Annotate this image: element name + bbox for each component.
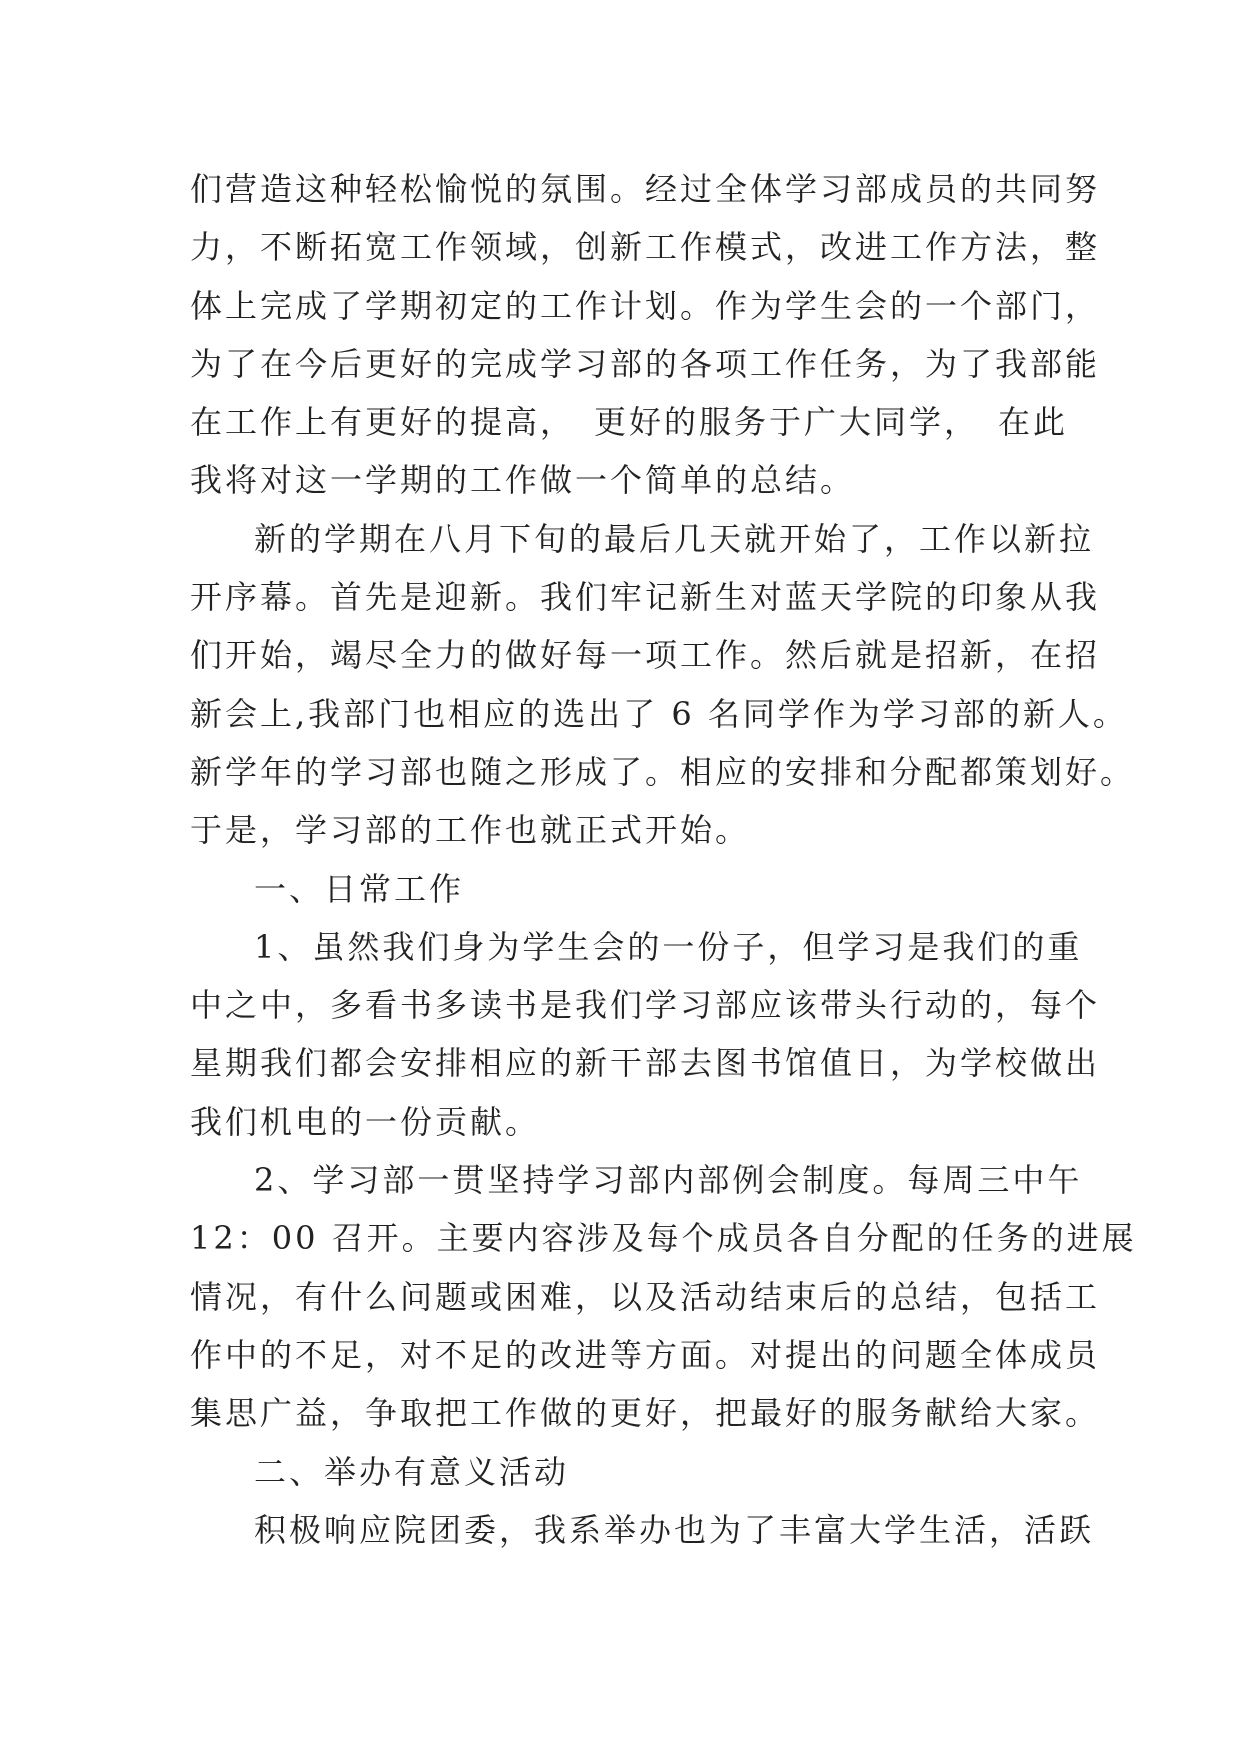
text-line: 集思广益，争取把工作做的更好，把最好的服务献给大家。	[190, 1394, 1101, 1433]
text-line: 情况，有什么问题或困难，以及活动结束后的总结，包括工	[190, 1277, 1101, 1316]
section-heading: 一、日常工作	[254, 869, 465, 908]
text-line: 体上完成了学期初定的工作计划。作为学生会的一个部门，	[190, 286, 1101, 325]
paragraph-start-line: 2、学习部一贯坚持学习部内部例会制度。每周三中午	[254, 1161, 1083, 1200]
text-line: 星期我们都会安排相应的新干部去图书馆值日，为学校做出	[190, 1044, 1101, 1083]
text-line: 在工作上有更好的提高， 更好的服务于广大同学， 在此	[190, 403, 1069, 442]
text-line: 新会上,我部门也相应的选出了 6 名同学作为学习部的新人。	[190, 694, 1128, 733]
paragraph-start-line: 1、虽然我们身为学生会的一份子，但学习是我们的重	[254, 927, 1083, 966]
text-line: 中之中，多看书多读书是我们学习部应该带头行动的，每个	[190, 986, 1101, 1025]
text-line: 我们机电的一份贡献。	[190, 1102, 541, 1141]
text-line: 我将对这一学期的工作做一个简单的总结。	[190, 461, 856, 500]
text-line: 们开始，竭尽全力的做好每一项工作。然后就是招新，在招	[190, 636, 1101, 675]
text-line: 们营造这种轻松愉悦的氛围。经过全体学习部成员的共同努	[190, 170, 1101, 208]
paragraph-start-line: 积极响应院团委，我系举办也为了丰富大学生活，活跃	[254, 1510, 1095, 1549]
text-line: 力，不断拓宽工作领域，创新工作模式，改进工作方法，整	[190, 228, 1101, 267]
text-line: 12：00 召开。主要内容涉及每个成员各自分配的任务的进展	[190, 1219, 1137, 1258]
text-line: 开序幕。首先是迎新。我们牢记新生对蓝天学院的印象从我	[190, 578, 1101, 617]
section-heading: 二、举办有意义活动	[254, 1452, 570, 1491]
text-line: 新学年的学习部也随之形成了。相应的安排和分配都策划好。	[190, 752, 1136, 791]
document-body	[190, 160, 1137, 1559]
paragraph-start-line: 新的学期在八月下旬的最后几天就开始了，工作以新拉	[254, 519, 1095, 558]
text-line: 于是，学习部的工作也就正式开始。	[190, 811, 751, 850]
text-line: 作中的不足，对不足的改进等方面。对提出的问题全体成员	[190, 1335, 1101, 1374]
text-line: 为了在今后更好的完成学习部的各项工作任务，为了我部能	[190, 344, 1101, 383]
